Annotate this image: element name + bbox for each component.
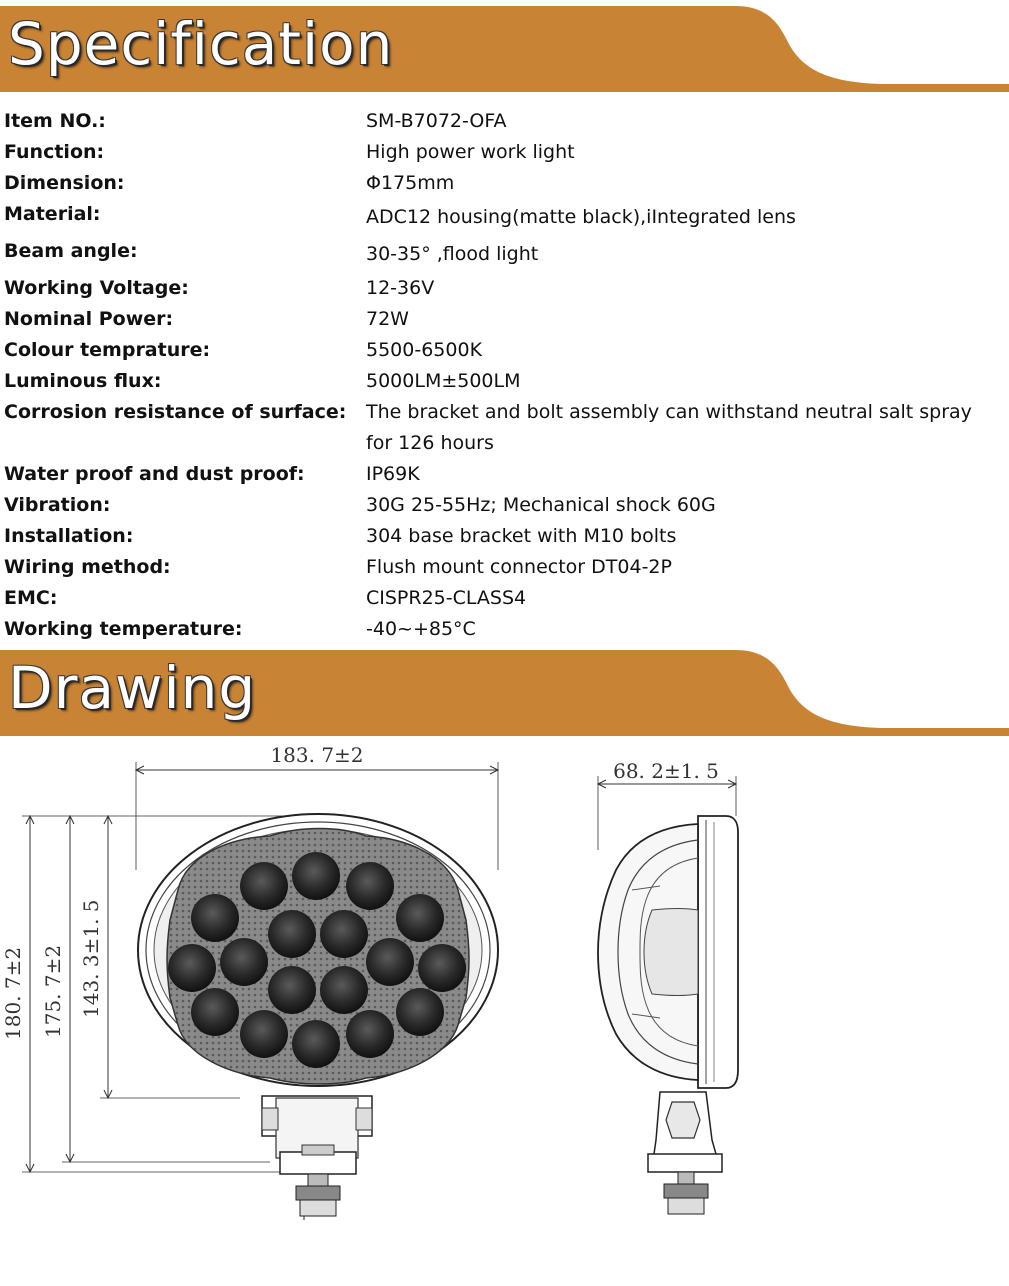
technical-drawing bbox=[0, 740, 1009, 1286]
spec-value: -40~+85°C bbox=[366, 618, 476, 640]
spec-value: Φ175mm bbox=[366, 172, 455, 194]
spec-value: ADC12 housing(matte black),iIntegrated lens bbox=[366, 206, 796, 228]
spec-value: 12-36V bbox=[366, 277, 435, 299]
spec-value: 304 base bracket with M10 bolts bbox=[366, 525, 677, 547]
spec-value: IP69K bbox=[366, 463, 420, 485]
spec-value: 30G 25-55Hz; Mechanical shock 60G bbox=[366, 494, 716, 516]
spec-label: Water proof and dust proof: bbox=[4, 463, 305, 485]
dimension-total-height: 180. 7±2 bbox=[1, 946, 25, 1040]
side-view bbox=[598, 759, 738, 1214]
spec-label: Dimension: bbox=[4, 172, 125, 194]
spec-value: 5500-6500K bbox=[366, 339, 483, 361]
spec-value: 72W bbox=[366, 308, 409, 330]
dimension-lens-height: 143. 3±1. 5 bbox=[79, 899, 103, 1018]
section-title-specification: Specification bbox=[8, 10, 394, 78]
spec-label: Function: bbox=[4, 141, 105, 163]
spec-label: Luminous flux: bbox=[4, 370, 162, 392]
dimension-side-depth: 68. 2±1. 5 bbox=[613, 759, 719, 783]
spec-value: The bracket and bolt assembly can withstand neutral salt spray for 126 hours bbox=[366, 401, 972, 454]
spec-label: Material: bbox=[4, 203, 101, 225]
spec-value: CISPR25-CLASS4 bbox=[366, 587, 527, 609]
dimension-front-width: 183. 7±2 bbox=[270, 743, 364, 767]
section-title-drawing: Drawing bbox=[8, 654, 257, 722]
specification-banner bbox=[0, 6, 1009, 92]
spec-label: Vibration: bbox=[4, 494, 111, 516]
spec-label: Wiring method: bbox=[4, 556, 171, 578]
front-view bbox=[1, 743, 498, 1220]
dimension-housing-height: 175. 7±2 bbox=[41, 944, 65, 1038]
spec-label: Nominal Power: bbox=[4, 308, 174, 330]
spec-value: SM-B7072-OFA bbox=[366, 110, 507, 132]
spec-label: Item NO.: bbox=[4, 110, 106, 132]
spec-label: Working temperature: bbox=[4, 618, 243, 640]
spec-value: Flush mount connector DT04-2P bbox=[366, 556, 672, 578]
spec-value: 30-35° ,flood light bbox=[366, 243, 539, 265]
spec-label: Colour temprature: bbox=[4, 339, 211, 361]
spec-label: Corrosion resistance of surface: bbox=[4, 401, 347, 423]
spec-label: EMC: bbox=[4, 587, 58, 609]
spec-label: Working Voltage: bbox=[4, 277, 189, 299]
spec-value: High power work light bbox=[366, 141, 575, 163]
spec-label: Installation: bbox=[4, 525, 134, 547]
spec-label: Beam angle: bbox=[4, 240, 138, 262]
drawing-banner bbox=[0, 650, 1009, 736]
spec-value: 5000LM±500LM bbox=[366, 370, 521, 392]
